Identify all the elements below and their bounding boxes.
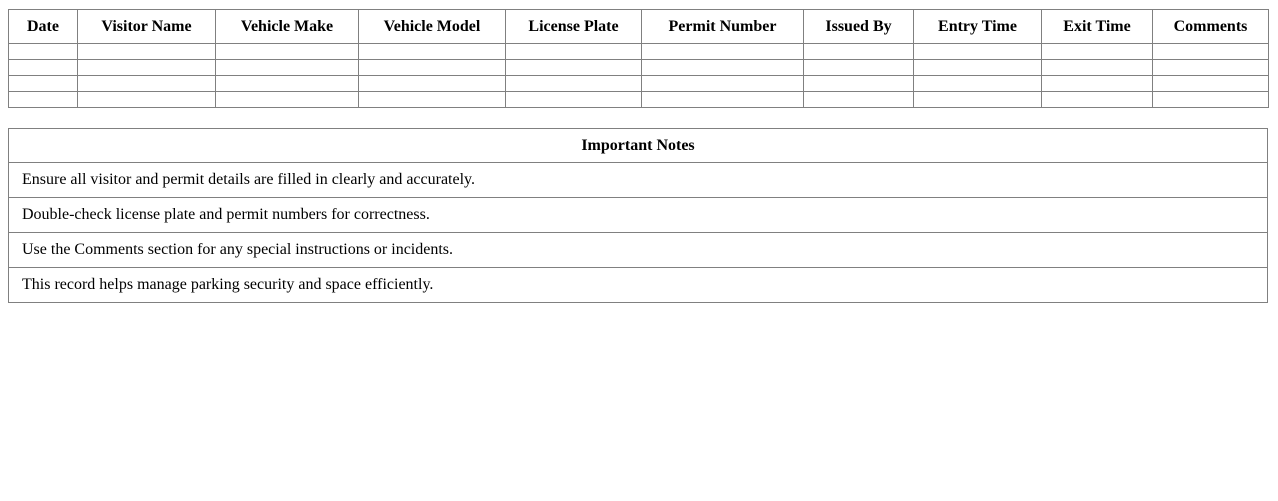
column-header-visitor-name: Visitor Name (78, 10, 216, 44)
column-header-entry-time: Entry Time (914, 10, 1042, 44)
parking-log-body (9, 44, 1269, 108)
empty-cell (506, 76, 642, 92)
empty-cell (359, 92, 506, 108)
empty-cell (78, 92, 216, 108)
empty-cell (1042, 60, 1153, 76)
empty-cell (1042, 44, 1153, 60)
empty-cell (642, 60, 804, 76)
empty-cell (1153, 44, 1269, 60)
column-header-exit-time: Exit Time (1042, 10, 1153, 44)
empty-cell (216, 60, 359, 76)
empty-cell (804, 44, 914, 60)
empty-cell (9, 76, 78, 92)
empty-cell (506, 92, 642, 108)
empty-cell (359, 76, 506, 92)
empty-cell (1153, 60, 1269, 76)
empty-cell (1153, 92, 1269, 108)
empty-cell (642, 92, 804, 108)
empty-cell (804, 92, 914, 108)
empty-cell (642, 76, 804, 92)
empty-log-row (9, 76, 1269, 92)
notes-header-row (9, 129, 1268, 163)
column-header-issued-by: Issued By (804, 10, 914, 44)
note-text: Use the Comments section for any special instructions or incidents. (9, 233, 1268, 268)
empty-cell (78, 76, 216, 92)
empty-log-row (9, 60, 1269, 76)
parking-log-header-row (9, 10, 1269, 44)
column-header-vehicle-model: Vehicle Model (359, 10, 506, 44)
empty-cell (9, 92, 78, 108)
empty-cell (642, 44, 804, 60)
parking-log-table (8, 9, 1269, 108)
empty-cell (506, 44, 642, 60)
note-text: This record helps manage parking security and space efficiently. (9, 268, 1268, 303)
note-text: Double-check license plate and permit numbers for correctness. (9, 198, 1268, 233)
notes-title: Important Notes (9, 129, 1268, 163)
important-notes-table (8, 128, 1268, 303)
column-header-permit-number: Permit Number (642, 10, 804, 44)
column-header-comments: Comments (1153, 10, 1269, 44)
empty-cell (9, 44, 78, 60)
note-row (9, 268, 1268, 303)
empty-cell (1042, 92, 1153, 108)
column-header-vehicle-make: Vehicle Make (216, 10, 359, 44)
empty-cell (216, 44, 359, 60)
empty-cell (804, 76, 914, 92)
empty-cell (359, 44, 506, 60)
empty-cell (359, 60, 506, 76)
empty-cell (1153, 76, 1269, 92)
empty-log-row (9, 44, 1269, 60)
note-text: Ensure all visitor and permit details are filled in clearly and accurately. (9, 163, 1268, 198)
note-row (9, 163, 1268, 198)
empty-cell (1042, 76, 1153, 92)
empty-log-row (9, 92, 1269, 108)
empty-cell (9, 60, 78, 76)
empty-cell (506, 60, 642, 76)
empty-cell (216, 92, 359, 108)
empty-cell (914, 60, 1042, 76)
column-header-license-plate: License Plate (506, 10, 642, 44)
empty-cell (78, 44, 216, 60)
note-row (9, 233, 1268, 268)
empty-cell (78, 60, 216, 76)
empty-cell (914, 92, 1042, 108)
empty-cell (914, 76, 1042, 92)
empty-cell (216, 76, 359, 92)
empty-cell (804, 60, 914, 76)
empty-cell (914, 44, 1042, 60)
note-row (9, 198, 1268, 233)
column-header-date: Date (9, 10, 78, 44)
